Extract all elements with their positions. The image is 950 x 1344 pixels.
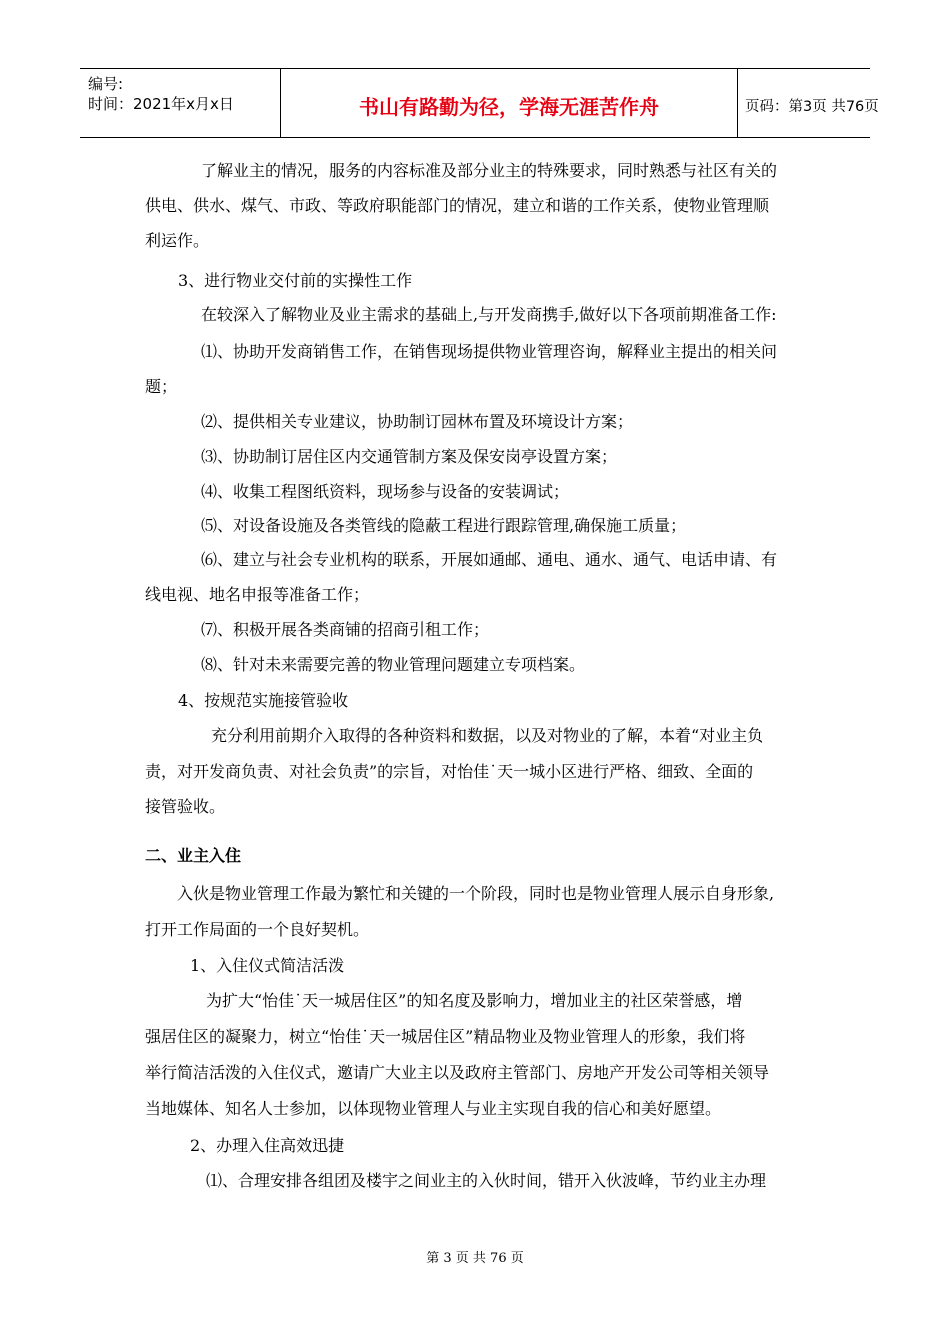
body-line: 举行简洁活泼的入住仪式，邀请广大业主以及政府主管部门、房地产开发公司等相关领导 — [145, 1063, 770, 1082]
list-item: ⑻、针对未来需要完善的物业管理问题建立专项档案。 — [201, 655, 586, 674]
section-subheading: 3、进行物业交付前的实操性工作 — [178, 271, 413, 290]
list-item: ⑹、建立与社会专业机构的联系，开展如通邮、通电、通水、通气、电话申请、有 — [201, 550, 778, 569]
body-line: 当地媒体、知名人士参加，以体现物业管理人与业主实现自我的信心和美好愿望。 — [145, 1099, 722, 1118]
body-line: 线电视、地名申报等准备工作； — [145, 585, 370, 604]
list-item: ⑴、协助开发商销售工作，在销售现场提供物业管理咨询，解释业主提出的相关问 — [201, 342, 778, 361]
document-header — [80, 68, 879, 138]
page-footer: 第 3 页 共 76 页 — [426, 1251, 524, 1266]
body-line: 接管验收。 — [145, 797, 226, 816]
body-line: 责，对开发商负责、对社会负责”的宗旨，对怡佳˙天一城小区进行严格、细致、全面的 — [145, 762, 754, 781]
header-motto-cell — [280, 69, 738, 137]
list-item: ⑸、对设备设施及各类管线的隐蔽工程进行跟踪管理,确保施工质量； — [201, 516, 687, 535]
body-line: 充分利用前期介入取得的各种资料和数据，以及对物业的了解，本着“对业主负 — [211, 726, 764, 745]
header-page-cell — [737, 69, 879, 137]
header-info-cell — [80, 69, 280, 137]
list-item: ⑵、提供相关专业建议，协助制订园林布置及环境设计方案； — [201, 412, 634, 431]
body-line: 了解业主的情况，服务的内容标准及部分业主的特殊要求，同时熟悉与社区有关的 — [201, 161, 778, 180]
number-label: 编号: — [88, 75, 124, 93]
body-line: 入伙是物业管理工作最为繁忙和关键的一个阶段，同时也是物业管理人展示自身形象, — [177, 884, 775, 903]
body-line: 题； — [145, 377, 178, 396]
list-item: ⑷、收集工程图纸资料，现场参与设备的安装调试； — [201, 482, 570, 501]
list-item: ⑶、协助制订居住区内交通管制方案及保安岗亭设置方案； — [201, 447, 618, 466]
body-line: 供电、供水、煤气、市政、等政府职能部门的情况，建立和谐的工作关系，使物业管理顺 — [145, 196, 770, 215]
motto-text: 书山有路勤为径，学海无涯苦作舟 — [359, 95, 659, 119]
body-line: 利运作。 — [145, 231, 210, 250]
body-line: 强居住区的凝聚力，树立“怡佳˙天一城居住区”精品物业及物业管理人的形象，我们将 — [145, 1027, 746, 1046]
body-line: 打开工作局面的一个良好契机。 — [145, 920, 370, 939]
section-heading: 二、业主入住 — [145, 846, 242, 865]
section-subheading: 1、入住仪式简洁活泼 — [190, 956, 345, 975]
section-subheading: 2、办理入住高效迅捷 — [190, 1136, 345, 1155]
list-item: ⑴、合理安排各组团及楼宇之间业主的入伙时间，错开入伙波峰，节约业主办理 — [206, 1171, 767, 1190]
section-subheading: 4、按规范实施接管验收 — [178, 691, 349, 710]
body-line: 在较深入了解物业及业主需求的基础上,与开发商携手,做好以下各项前期准备工作: — [201, 305, 777, 324]
page-info: 页码：第3页 共76页 — [745, 99, 879, 115]
date-label: 时间：2021年x月x日 — [88, 95, 234, 113]
body-line: 为扩大“怡佳˙天一城居住区”的知名度及影响力，增加业主的社区荣誉感，增 — [206, 991, 743, 1010]
list-item: ⑺、积极开展各类商铺的招商引租工作； — [201, 620, 490, 639]
